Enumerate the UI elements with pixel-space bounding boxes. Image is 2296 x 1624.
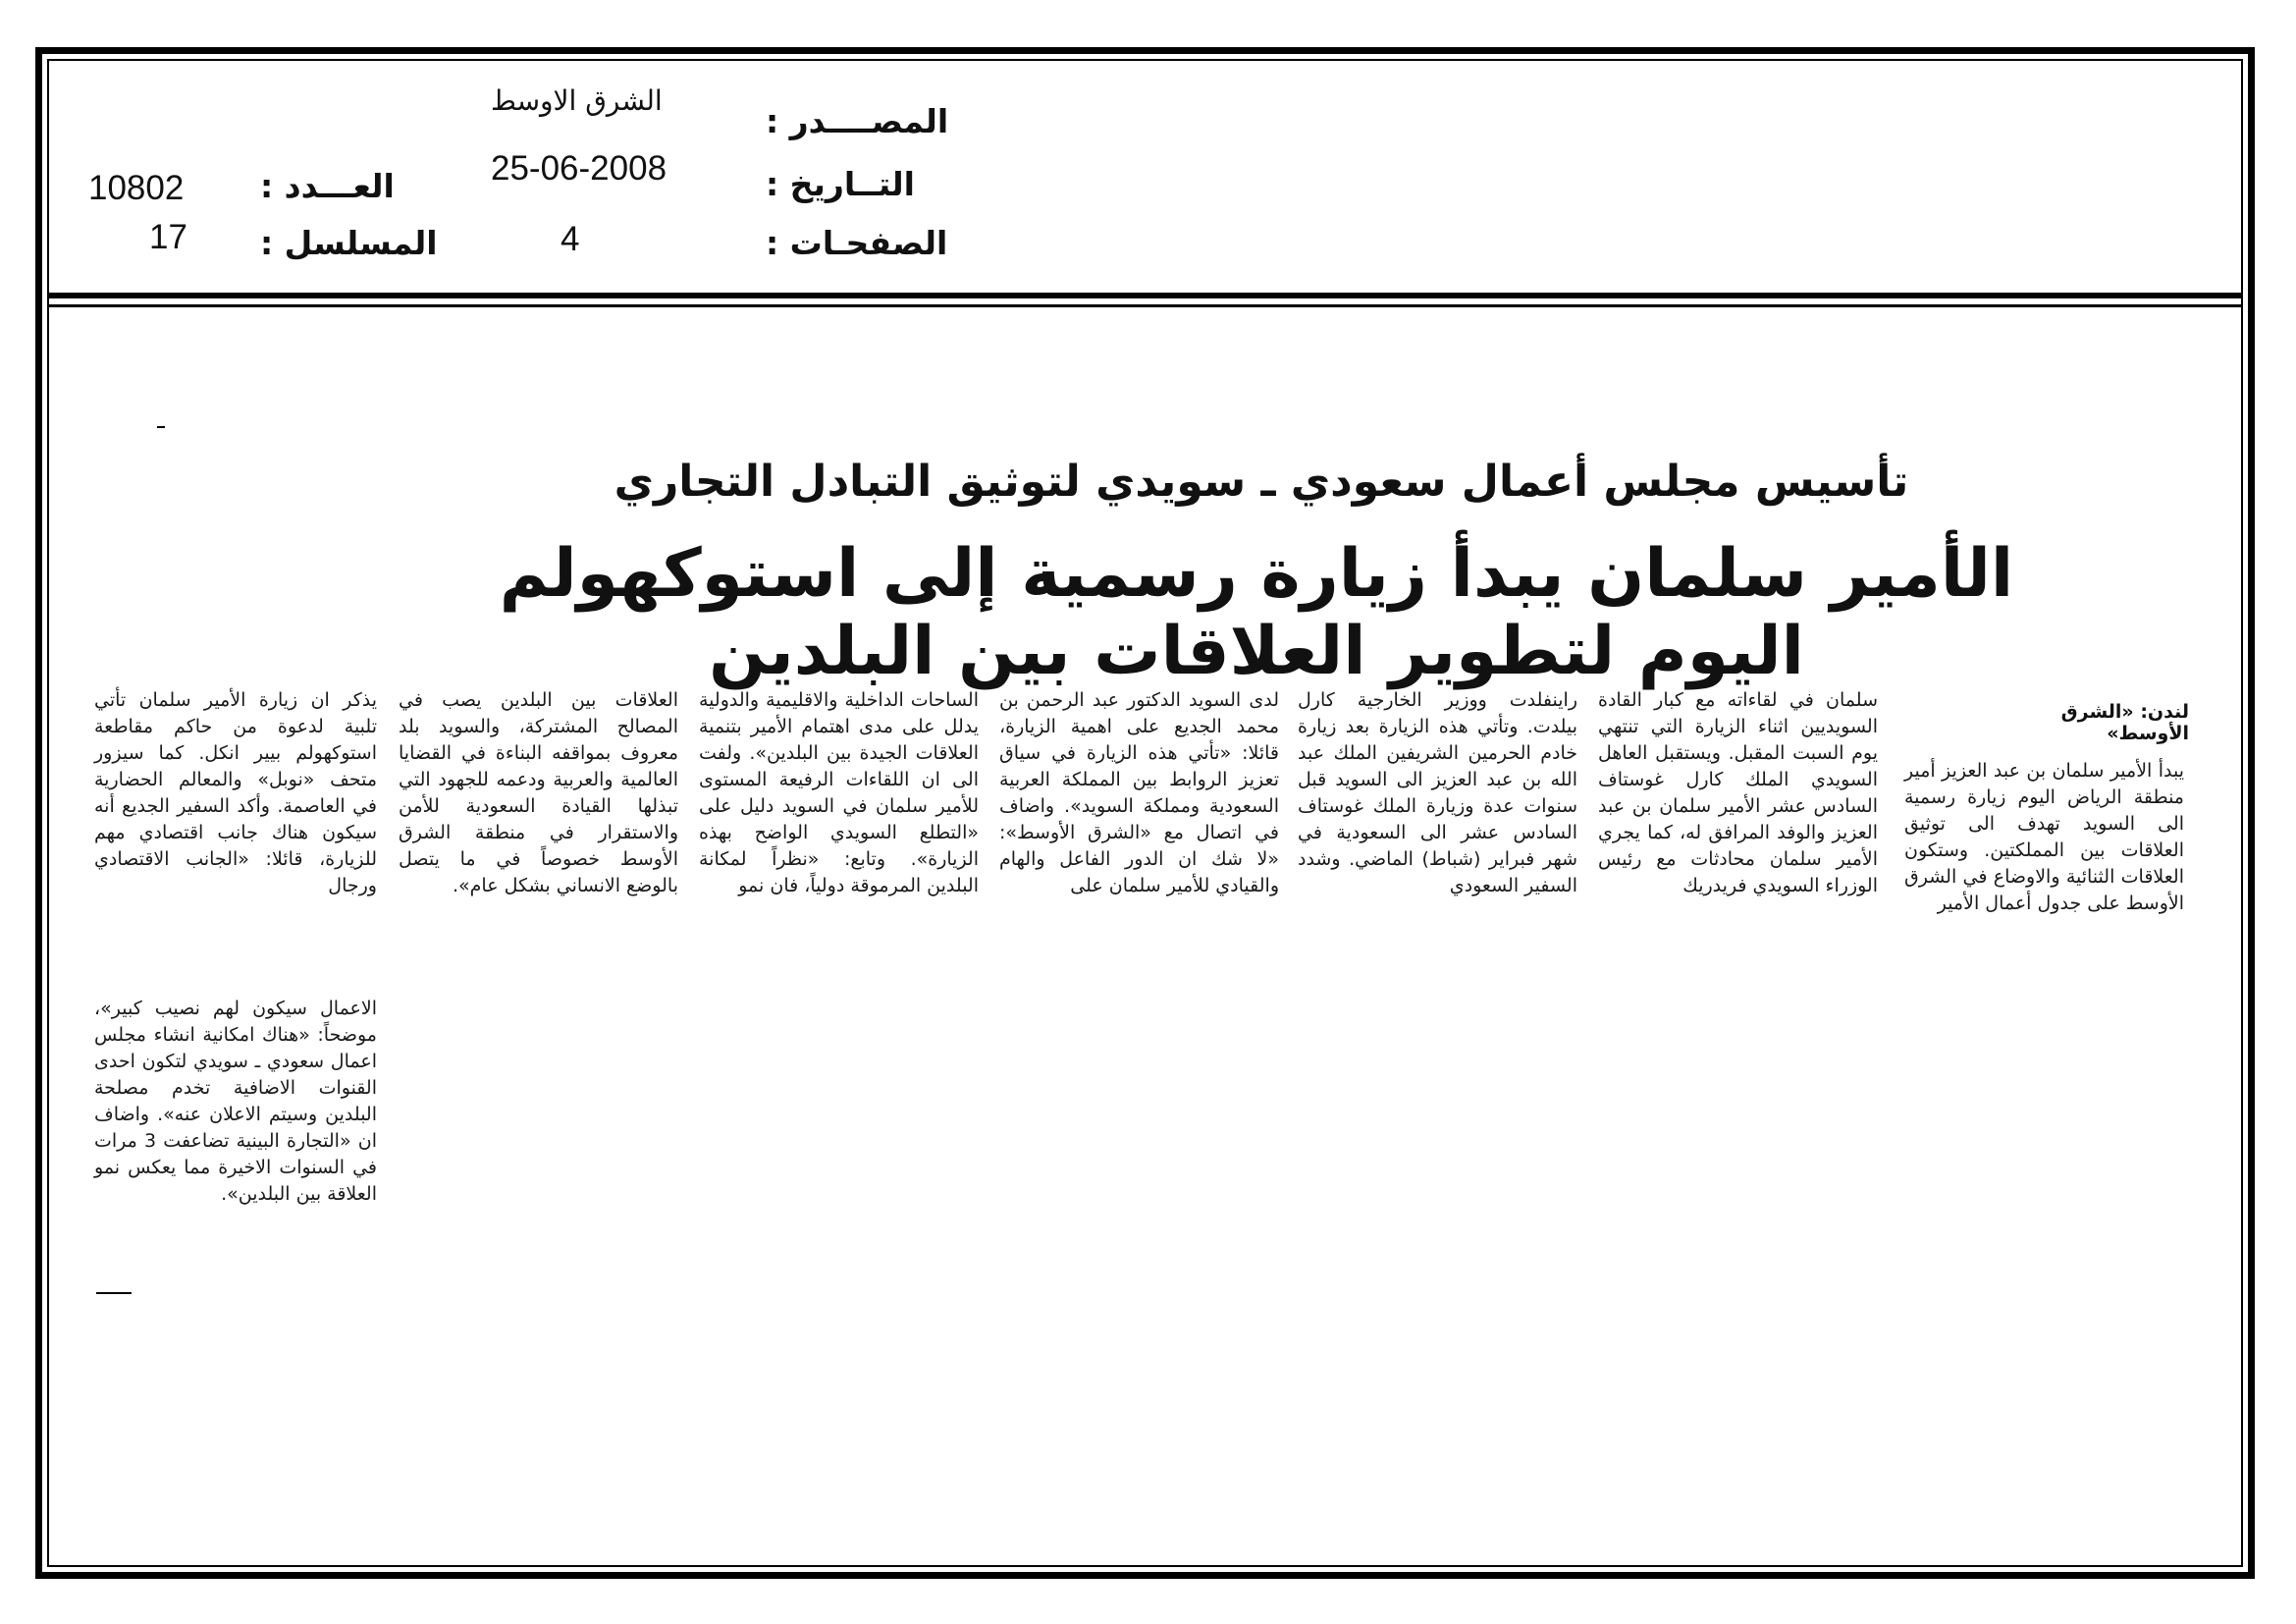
serial-value: 17	[149, 218, 187, 256]
article-column-3: راينفلدت ووزير الخارجية كارل بيلدت. وتأتي هذه الزيارة بعد زيارة خادم الحرمين الشريفين الملك عبد الله بن عبد العزيز الى السويد قبل سنوات عدة وزيارة الملك غوستاف السادس عشر الى السعودية في شهر فبراير (شباط) الماضي. وشدد السفير السعودي	[1298, 689, 1577, 896]
article-column-5: الساحات الداخلية والاقليمية والدولية يدلل على مدى اهتمام الأمير بتنمية العلاقات الجيدة بين البلدين». ولفت الى ان اللقاءات الرفيعة المستوى للأمير سلمان في السويد دليل على «التطلع السويدي الواضح بهذه الزيارة». وتابع: «نظراً لمكانة البلدين المرموقة دولياً، فان نمو	[699, 689, 979, 896]
date-value: 25-06-2008	[491, 149, 667, 188]
pages-label: الصفحـات :	[766, 224, 948, 262]
article-column-8: الاعمال سيكون لهم نصيب كبير»، موضحاً: «هناك امكانية انشاء مجلس اعمال سعودي ـ سويدي لتكون احدى القنوات الاضافية تخدم مصلحة البلدين وسيتم الاعلان عنه». واضاف ان «التجارة البينية تضاعفت 3 مرات في السنوات الاخيرة مما يعكس نمو العلاقة بين البلدين».	[94, 998, 377, 1205]
end-mark	[96, 1292, 132, 1294]
source-label: المصــــدر :	[766, 102, 949, 140]
source-value: الشرق الاوسط	[491, 84, 663, 117]
pages-value: 4	[561, 220, 580, 258]
stray-mark	[157, 426, 165, 428]
article-column-2: سلمان في لقاءاته مع كبار القادة السويديين اثناء الزيارة التي تنتهي يوم السبت المقبل. ويستقبل العاهل السويدي الملك كارل غوستاف السادس عشر الأمير سلمان بن عبد العزيز والوفد المرافق له، كما يجري الأمير سلمان محادثات مع رئيس الوزراء السويدي فريدريك	[1598, 689, 1878, 896]
header-divider	[47, 293, 2243, 298]
article-column-1: يبدأ الأمير سلمان بن عبد العزيز أمير منطقة الرياض اليوم زيارة رسمية الى السويد تهدف الى توثيق العلاقات بين المملكتين. وستكون العلاقات الثنائية والاوضاع في الشرق الأوسط على جدول أعمال الأمير	[1904, 760, 2184, 914]
article-subheadline: تأسيس مجلس أعمال سعودي ـ سويدي لتوثيق التبادل التجاري	[614, 457, 1909, 507]
header-divider-thin	[47, 304, 2243, 307]
article-column-4: لدى السويد الدكتور عبد الرحمن بن محمد الجديع على اهمية الزيارة، قائلا: «تأتي هذه الزيارة في سياق تعزيز الروابط بين المملكة العربية السعودية ومملكة السويد». واضاف في اتصال مع «الشرق الأوسط»: «لا شك ان الدور الفاعل والهام والقيادي للأمير سلمان على	[999, 689, 1279, 896]
issue-label: العـــدد :	[260, 167, 395, 205]
date-label: التــاريخ :	[766, 165, 915, 203]
article-column-6: العلاقات بين البلدين يصب في المصالح المشتركة، والسويد بلد معروف بمواقفه البناءة في القضايا العالمية والعربية ودعمه للجهود التي تبذلها القيادة السعودية للأمن والاستقرار في منطقة الشرق الأوسط خصوصاً في ما يتصل بالوضع الانساني بشكل عام».	[399, 689, 678, 896]
issue-value: 10802	[88, 169, 185, 207]
article-byline: لندن: «الشرق الأوسط»	[2060, 701, 2189, 744]
article-headline: الأمير سلمان يبدأ زيارة رسمية إلى استوكهولم اليوم لتطوير العلاقات بين البلدين	[499, 535, 2014, 690]
article-column-7: يذكر ان زيارة الأمير سلمان تأتي تلبية لدعوة من حاكم مقاطعة استوكهولم بيير انكل. كما سيزور متحف «نوبل» والمعالم الحضارية في العاصمة. وأكد السفير الجديع أنه سيكون هناك جانب اقتصادي مهم للزيارة، قائلا: «الجانب الاقتصادي ورجال	[94, 689, 377, 896]
serial-label: المسلسل :	[260, 224, 438, 262]
